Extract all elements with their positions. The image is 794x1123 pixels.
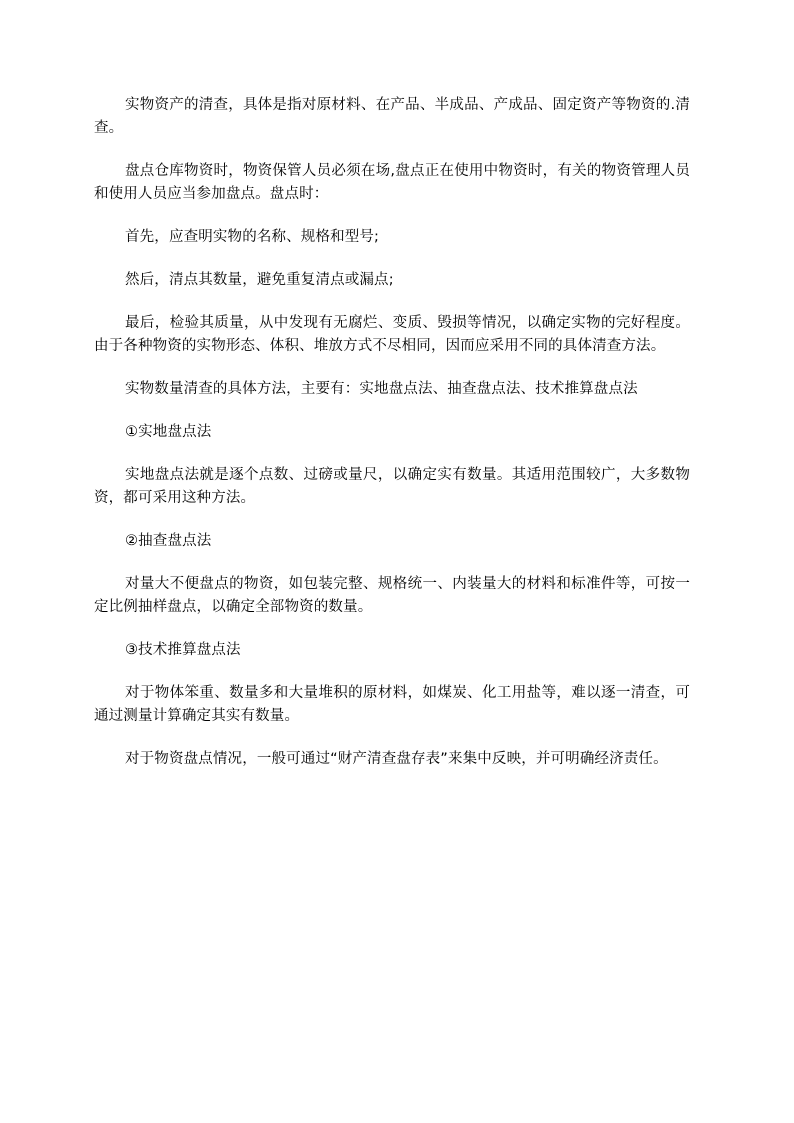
paragraph-onsite-count: 实地盘点法就是逐个点数、过磅或量尺，以确定实有数量。其适用范围较广，大多数物资，都可采用这种方法。 <box>94 467 690 506</box>
paragraph-step-first: 首先，应查明实物的名称、规格和型号; <box>125 229 380 245</box>
paragraph-technical-estimate: 对于物体笨重、数量多和大量堆积的原材料，如煤炭、化工用盐等，难以逐一清查，可通过测量计算确定其实有数量。 <box>94 685 690 724</box>
heading-onsite-count: ①实地盘点法 <box>125 424 212 440</box>
paragraph-step-then: 然后，清点其数量，避免重复清点或漏点; <box>125 272 394 288</box>
heading-sample-count: ②抽查盘点法 <box>125 533 212 549</box>
paragraph-step-finally: 最后，检验其质量，从中发现有无腐烂、变质、毁损等情况，以确定实物的完好程度。由于各种物资的实物形态、体积、堆放方式不尽相同，因而应采用不同的具体清查方法。 <box>94 315 690 354</box>
heading-technical-estimate: ③技术推算盘点法 <box>125 642 241 658</box>
paragraph-summary: 对于物资盘点情况，一般可通过“财产清查盘存表”来集中反映，并可明确经济责任。 <box>125 751 668 767</box>
paragraph-intro: 实物资产的清查，具体是指对原材料、在产品、半成品、产成品、固定资产等物资的.清查。 <box>94 97 690 136</box>
paragraph-methods-overview: 实物数量清查的具体方法，主要有：实地盘点法、抽查盘点法、技术推算盘点法 <box>125 381 638 397</box>
paragraph-warehouse-count: 盘点仓库物资时，物资保管人员必须在场,盘点正在使用中物资时，有关的物资管理人员和使用人员应当参加盘点。盘点时： <box>94 163 690 202</box>
paragraph-sample-count: 对量大不便盘点的物资，如包装完整、规格统一、内装量大的材料和标准件等，可按一定比例抽样盘点，以确定全部物资的数量。 <box>94 576 690 615</box>
